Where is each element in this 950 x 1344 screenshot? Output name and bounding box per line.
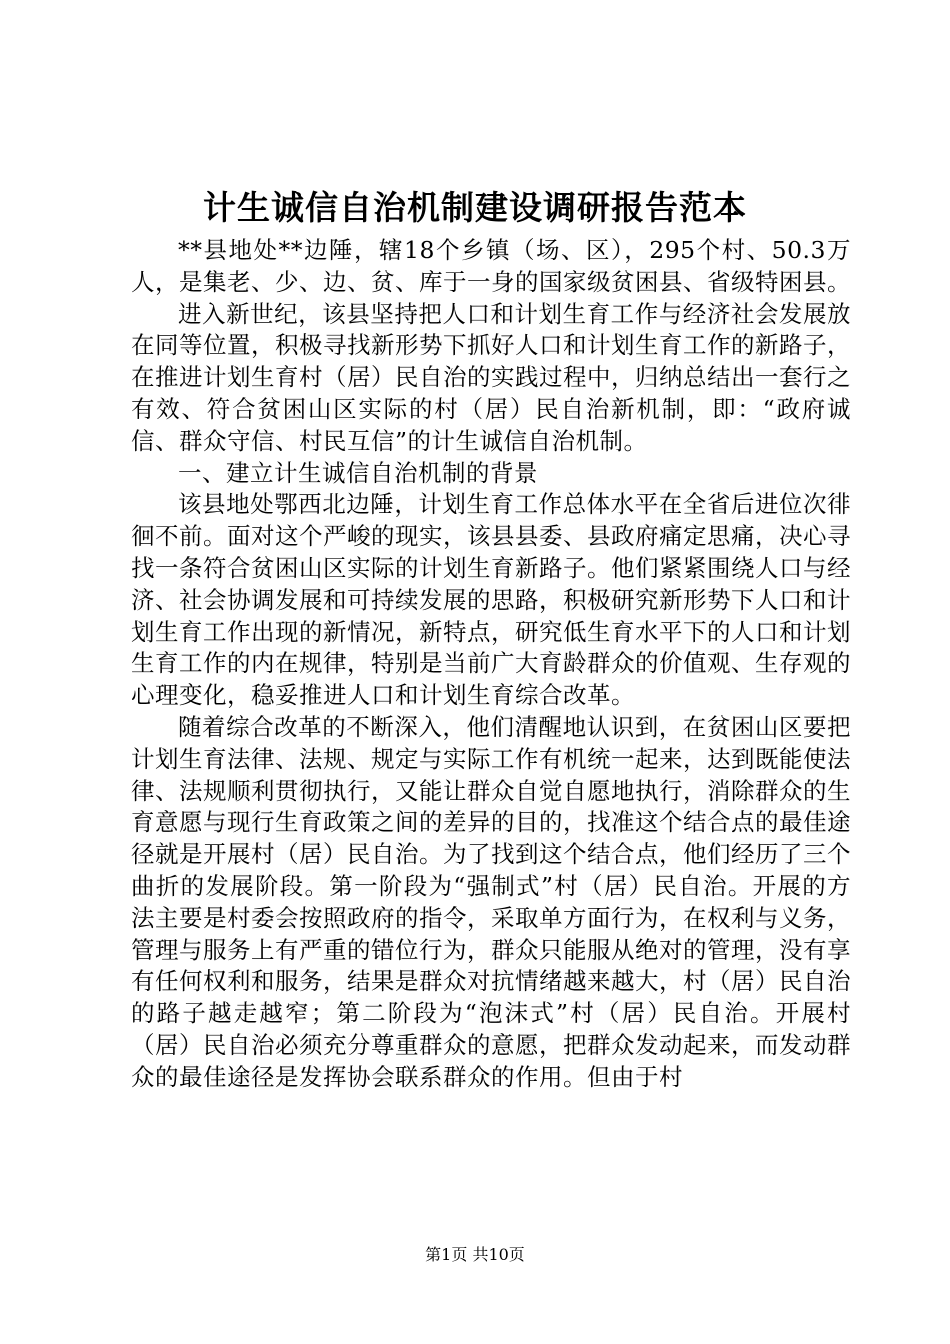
document-body bbox=[131, 235, 851, 1094]
paragraph-background: 该县地处鄂西北边陲，计划生育工作总体水平在全省后进位次徘徊不前。面对这个严峻的现实，该县县委、县政府痛定思痛，决心寻找一条符合贫困山区实际的计划生育新路子。他们紧紧围绕人口与经济、社会协调发展和可持续发展的思路，积极研究新形势下人口和计划生育工作出现的新情况，新特点，研究低生育水平下的人口和计划生育工作的内在规律，特别是当前广大育龄群众的价值观、生存观的心理变化，稳妥推进人口和计划生育综合改革。 bbox=[131, 490, 851, 710]
paragraph-reform: 随着综合改革的不断深入，他们清醒地认识到，在贫困山区要把计划生育法律、法规、规定与实际工作有机统一起来，达到既能使法律、法规顺利贯彻执行，又能让群众自觉自愿地执行，消除群众的生育意愿与现行生育政策之间的差异的目的，找准这个结合点的最佳途径就是开展村（居）民自治。为了找到这个结合点，他们经历了三个曲折的发展阶段。第一阶段为“强制式”村（居）民自治。开展的方法主要是村委会按照政府的指令，采取单方面行为，在权利与义务，管理与服务上有严重的错位行为，群众只能服从绝对的管理，没有享有任何权利和服务，结果是群众对抗情绪越来越大，村（居）民自治的路子越走越窄；第二阶段为“泡沫式”村（居）民自治。开展村（居）民自治必须充分尊重群众的意愿，把群众发动起来，而发动群众的最佳途径是发挥协会联系群众的作用。但由于村 bbox=[131, 712, 851, 1091]
paragraph-intro: **县地处**边陲，辖18个乡镇（场、区），295个村、50.3万人，是集老、少、边、贫、库于一身的国家级贫困县、省级特困县。 bbox=[131, 236, 851, 296]
paragraph-new-century: 进入新世纪，该县坚持把人口和计划生育工作与经济社会发展放在同等位置，积极寻找新形势下抓好人口和计划生育工作的新路子，在推进计划生育村（居）民自治的实践过程中，归纳总结出一套行之有效、符合贫困山区实际的村（居）民自治新机制，即：“政府诚信、群众守信、村民互信”的计生诚信自治机制。 bbox=[131, 299, 851, 455]
section-heading-background: 一、建立计生诚信自治机制的背景 bbox=[178, 458, 538, 487]
page-footer: 第1页 共10页 bbox=[425, 1245, 525, 1264]
document-title: 计生诚信自治机制建设调研报告范本 bbox=[203, 188, 747, 227]
